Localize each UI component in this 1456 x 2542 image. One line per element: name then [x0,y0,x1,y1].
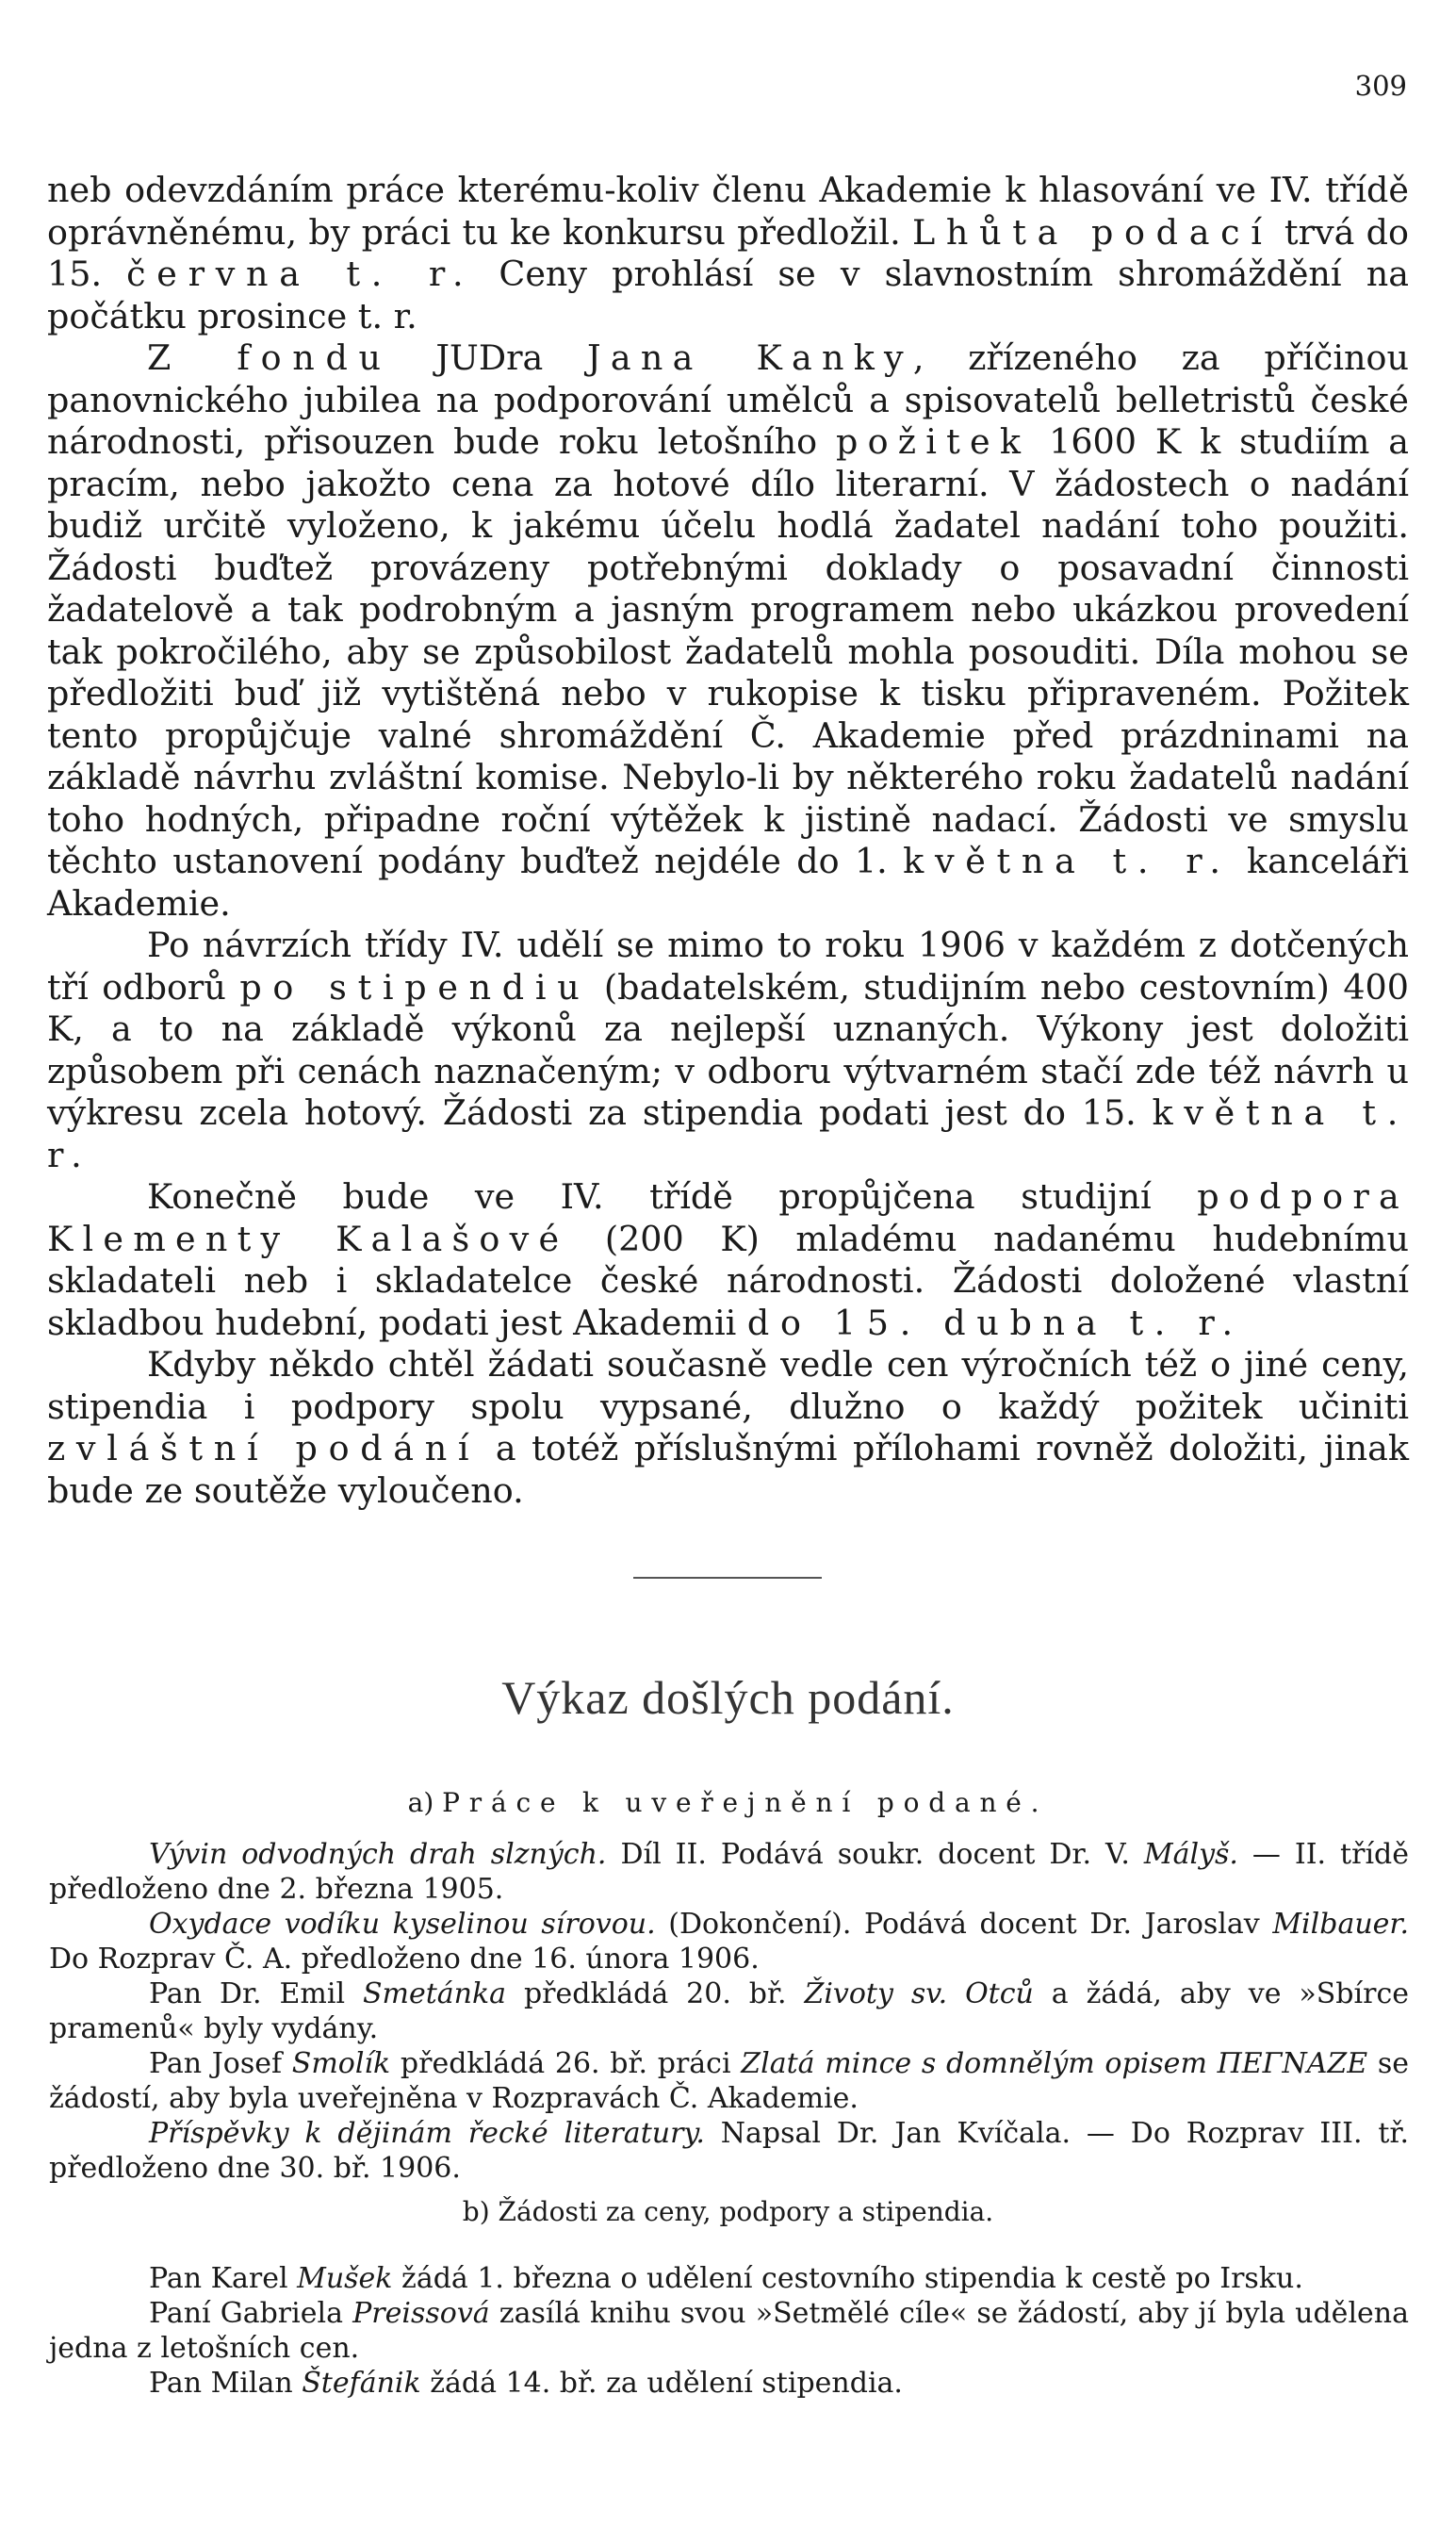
list-item: Pan Milan Štefánik žádá 14. bř. za udělení stipendia. [149,2367,903,2400]
list-item: Příspěvky k dějinám řecké literatury. Napsal Dr. Jan Kvíčala. — Do Rozprav III. tř. předloženo dne 30. bř. 1906. [49,2117,1409,2185]
list-item: Paní Gabriela Preissová zasílá knihu svou »Setmělé cíle« se žádostí, aby jí byla udělena jedna z letošních cen. [49,2297,1409,2365]
entries-b [49,2261,1409,2401]
spaced-fund: Z fondu [147,337,392,378]
list-item: Pan Karel Mušek žádá 1. března o udělení cestovního stipendia k cestě po Irsku. [149,2262,1303,2295]
subsection-a-heading: a) Práce k uveřejnění podané. [407,1787,1049,1818]
list-item: Pan Josef Smolík předkládá 26. bř. práci Zlatá mince s domnělým opisem ΠΕΓΝΑΖΕ se žádostí, aby byla uveřejněna v Rozpravách Č. Akademie. [49,2047,1409,2115]
spaced-month: června t. r. [126,254,475,294]
spaced-stipendium: po stipendiu [239,966,591,1008]
paragraph-1: neb odevzdáním práce kterému-koliv členu Akademie k hlasování ve IV. třídě oprávněnému, by práci tu ke konkursu předložil. Lhůta podací trvá do 15. června t. r. Ceny prohlásí se v slavnostním shromáždění na počátku prosince t. r. [47,170,1409,336]
section-title: Výkaz došlých podání. [501,1671,955,1724]
spaced-fund-name: Jana Kanky [587,337,913,378]
paragraph-5: Kdyby někdo chtěl žádati současně vedle cen výročních též o jiné ceny, stipendia i podpory spolu vypsané, dlužno o každý požitek učiniti zvláštní podání a totéž příslušnými přílohami rovněž doložiti, jinak bude ze soutěže vyloučeno. [47,1344,1409,1511]
paragraph-4: Konečně bude ve IV. třídě propůjčena studijní podpora Klementy Kalašové (200 K) mladému nadanému hudebnímu skladateli neb i skladatelce české národnosti. Žádosti doložené vlastní skladbou hudební, podati jest Akademii do 15. dubna t. r. [47,1176,1409,1343]
main-text [47,170,1409,1512]
list-item: Vývin odvodných drah slzných. Díl II. Podává soukr. docent Dr. V. Mályš. — II. třídě předloženo dne 2. března 1905. [49,1838,1410,1906]
spaced-month: května t. r. [903,841,1232,881]
spaced-date: do 15. dubna t. r. [746,1302,1244,1343]
section-divider [633,1577,822,1579]
page-number: 309 [1354,70,1407,102]
paragraph-3: Po návrzích třídy IV. udělí se mimo to roku 1906 v každém z dotčených tří odborů po stipendiu (badatelském, studijním nebo cestovním) 400 K, a to na základě výkonů za nejlepší uznaných. Výkony jest doložiti způsobem při cenách naznačeným; v odboru výtvarném stačí zde též návrh u výkresu zcela hotový. Žádosti za stipendia podati jest do 15. května t. r. [47,925,1409,1175]
paragraph-2: Z fondu JUDra Jana Kanky, zřízeného za příčinou panovnického jubilea na podporování umělců a spisovatelů belletristů české národnosti, přisouzen bude roku letošního požitek 1600 K k studiím a pracím, nebo jakožto cena za hotové dílo literarní. V žádostech o nadání budiž určitě vyloženo, k jakému účelu hodlá žadatel nadání toho použiti. Žádosti buďtež provázeny potřebnými doklady o posavadní činnosti žadatelově a tak podrobným a jasným programem nebo ukázkou provedení tak pokročilého, aby se způsobilost žadatelů mohla posouditi. Díla mohou se předložiti buď již vytištěná nebo v rukopise k tisku připraveném. Požitek tento propůjčuje valné shromáždění Č. Akademie před prázdninami na základě návrhu zvláštní komise. Nebylo-li by některého roku žadatelů nadání toho hodných, připadne roční výtěžek k jistině nadací. Žádosti ve smyslu těchto ustanovení podány buďtež nejdéle do 1. května t. r. kanceláři Akademie. [47,337,1410,924]
spaced-month: května t. r. [47,1092,1409,1175]
spaced-deadline-label: Lhůta podací [911,211,1273,253]
list-item: Pan Dr. Emil Smetánka předkládá 20. bř. Životy sv. Otců a žádá, aby ve »Sbírce pramenů« byly vydány. [49,1977,1409,2045]
spaced-zvlastni: zvláštní podání [47,1428,481,1468]
list-item: Oxydace vodíku kyselinou sírovou. (Dokončení). Podává docent Dr. Jaroslav Milbauer. Do Rozprav Č. A. předloženo dne 16. února 1906. [49,1908,1409,1976]
spaced-podpora: podpora Klementy Kalašové [47,1176,1409,1259]
entries-a [49,1837,1409,2186]
spaced-pozitek: požitek [836,421,1031,462]
subsection-b-heading: b) Žádosti za ceny, podpory a stipendia. [462,2196,994,2227]
